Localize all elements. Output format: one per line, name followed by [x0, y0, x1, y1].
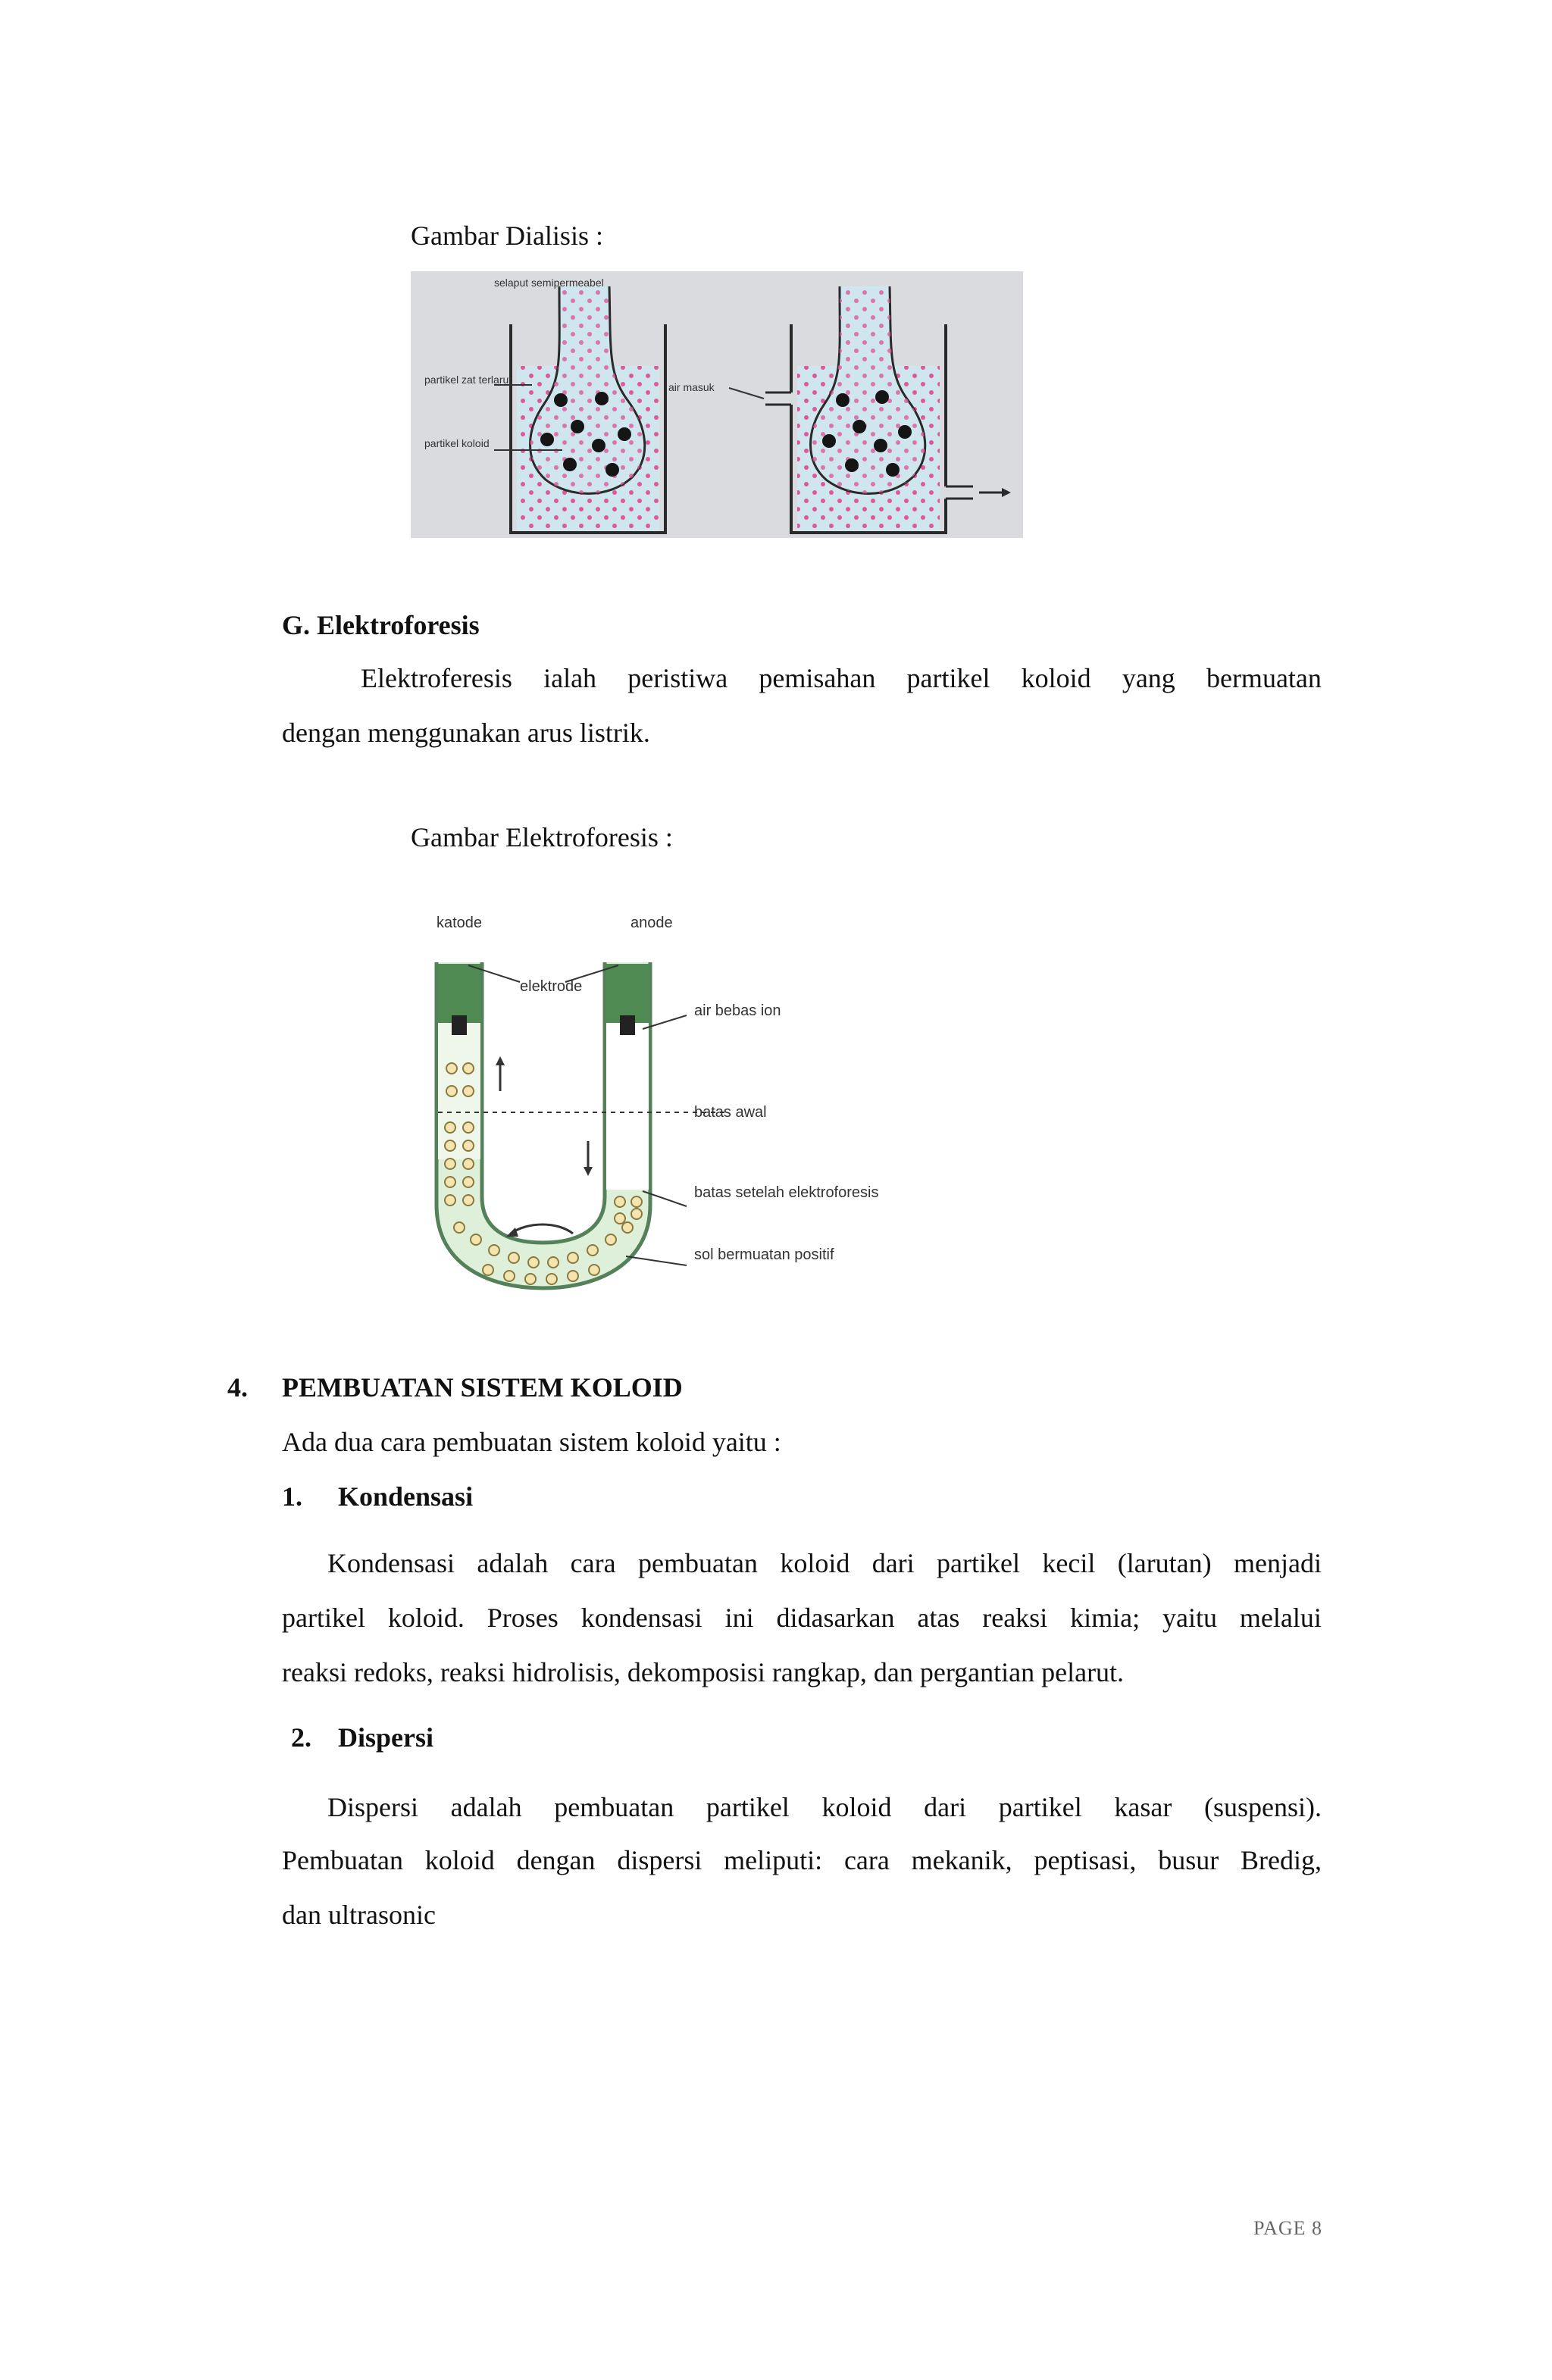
sub2-number: 2.	[291, 1722, 311, 1753]
section-4-intro: Ada dua cara pembuatan sistem koloid yaitu :	[282, 1427, 781, 1457]
label-batas-awal: batas awal	[694, 1104, 767, 1121]
label-air-masuk: air masuk	[668, 381, 715, 393]
label-elektrode: elektrode	[520, 978, 583, 995]
elektroforesis-caption: Gambar Elektroforesis :	[411, 822, 673, 852]
label-partikel-zat: partikel zat terlarut	[424, 374, 512, 386]
label-selaput: selaput semipermeabel	[494, 277, 604, 289]
sub2-line2: Pembuatan koloid dengan dispersi meliputi: cara mekanik, peptisasi, busur Bredig,	[282, 1845, 1322, 1875]
label-air-bebas-ion: air bebas ion	[694, 1002, 781, 1019]
sub2-line1: Dispersi adalah pembuatan partikel koloid dari partikel kasar (suspensi).	[327, 1792, 1322, 1822]
label-katode: katode	[436, 915, 483, 931]
sub1-line2: partikel koloid. Proses kondensasi ini didasarkan atas reaksi kimia; yaitu melalui	[282, 1603, 1322, 1633]
elektroforesis-figure	[421, 909, 879, 1294]
sub1-line3: reaksi redoks, reaksi hidrolisis, dekomposisi rangkap, dan pergantian pelarut.	[282, 1657, 1125, 1687]
label-sol-bermuatan: sol bermuatan positif	[694, 1246, 834, 1263]
page-number: PAGE 8	[1253, 2217, 1323, 2239]
section-g-heading: G. Elektroforesis	[282, 610, 480, 640]
sub1-line1: Kondensasi adalah cara pembuatan koloid dari partikel kecil (larutan) menjadi	[327, 1548, 1322, 1578]
section-g-para-line1: Elektroferesis ialah peristiwa pemisahan partikel koloid yang bermuatan	[361, 663, 1322, 693]
dialisis-caption: Gambar Dialisis :	[411, 220, 603, 251]
section-g-para-line2: dengan menggunakan arus listrik.	[282, 718, 650, 748]
section-4-heading: PEMBUATAN SISTEM KOLOID	[282, 1372, 683, 1403]
dialisis-figure	[411, 271, 1023, 538]
sub1-title: Kondensasi	[338, 1481, 474, 1512]
section-4-number: 4.	[227, 1372, 248, 1403]
label-batas-setelah: batas setelah elektroforesis	[694, 1184, 879, 1201]
label-partikel-koloid: partikel koloid	[424, 437, 490, 449]
sub2-line3: dan ultrasonic	[282, 1900, 436, 1930]
sub2-title: Dispersi	[338, 1722, 433, 1753]
label-anode: anode	[630, 915, 673, 931]
sub1-number: 1.	[282, 1481, 302, 1512]
